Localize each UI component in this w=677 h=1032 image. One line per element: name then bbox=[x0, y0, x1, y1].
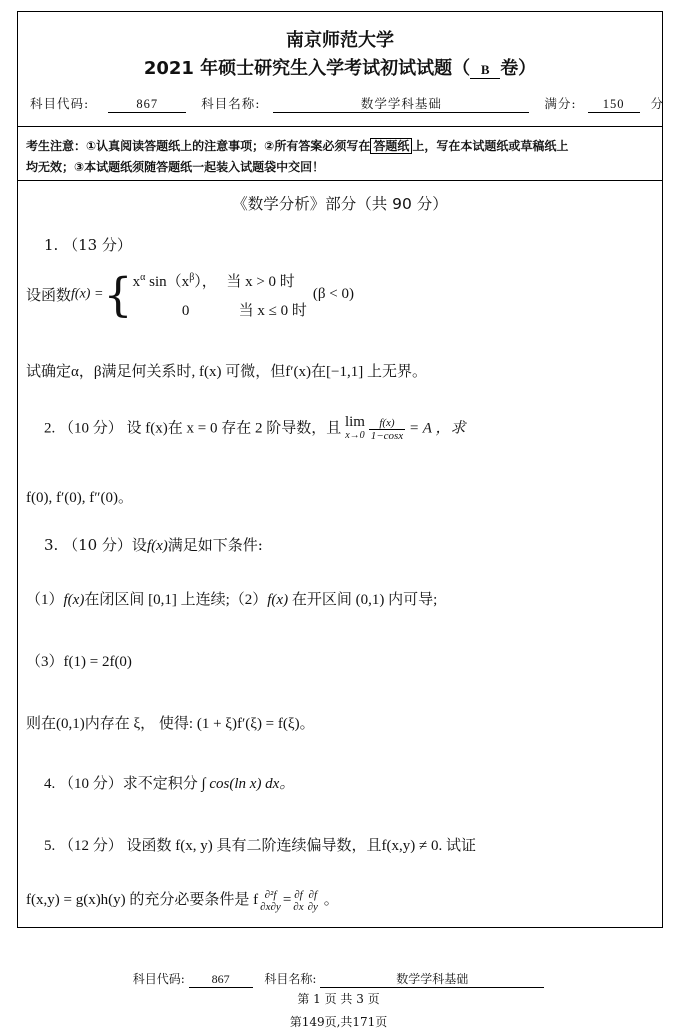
q2-text: 2. （10 分） 设 f(x)在 x = 0 存在 2 阶导数，且 bbox=[44, 420, 342, 437]
section-title: 《数学分析》部分（共 90 分） bbox=[232, 195, 448, 213]
q1-function bbox=[26, 264, 354, 325]
q3-c1: （1） bbox=[26, 592, 64, 608]
q1-row1-cond: 当 x > 0 时 bbox=[226, 274, 295, 290]
q4-line bbox=[44, 772, 294, 793]
title-suffix: 卷） bbox=[500, 58, 537, 79]
q5-d2-den: ∂x∂y bbox=[260, 900, 281, 913]
q3-conditions-1-2 bbox=[26, 588, 437, 609]
paper-code: B bbox=[470, 62, 500, 79]
exam-title bbox=[18, 54, 662, 80]
q5-end: 。 bbox=[323, 892, 339, 908]
footer-overall-page: 第149页,共171页 bbox=[289, 1015, 388, 1029]
q5-frac-d2 bbox=[258, 889, 283, 913]
q2-den: 1−cosx bbox=[370, 429, 404, 442]
q4-integral: ∫ cos(ln x) dx。 bbox=[201, 776, 295, 792]
notice-text-1: 考生注意：①认真阅读答题纸上的注意事项；②所有答案必须写在 bbox=[26, 139, 371, 153]
q1-row2-cond: 当 x ≤ 0 时 bbox=[238, 303, 307, 319]
subject-name: 数学学科基础 bbox=[273, 94, 529, 113]
subject-code-label: 科目代码: bbox=[30, 96, 90, 111]
q1-prefix: 设函数 bbox=[26, 286, 72, 304]
subject-name-label: 科目名称: bbox=[201, 96, 261, 111]
marks-unit: 分 bbox=[650, 96, 665, 111]
q4-text: 4. （10 分）求不定积分 bbox=[44, 776, 198, 792]
footer-subject bbox=[0, 970, 677, 988]
footer-page: 第 1 页 共 3 页 bbox=[297, 992, 380, 1006]
q5-d1-num: ∂f bbox=[294, 888, 303, 901]
q3-head: 3. （10 分）设 bbox=[44, 536, 147, 554]
q3-condition-3: （3）f(1) = 2f(0) bbox=[26, 654, 132, 670]
q2-line1 bbox=[44, 416, 465, 442]
footer-name-label: 科目名称: bbox=[264, 972, 317, 986]
q5-eqsign: = bbox=[282, 892, 292, 908]
q3-fx-2: f(x) bbox=[267, 592, 289, 608]
q5-d2-num: ∂²f bbox=[264, 888, 277, 901]
q5-d1-den: ∂x bbox=[293, 900, 304, 913]
subject-code: 867 bbox=[108, 97, 186, 113]
q3-heading bbox=[44, 534, 263, 555]
q3-fx: f(x) bbox=[146, 538, 168, 554]
q1-task: 试确定α，β满足何关系时, f(x) 可微，但f′(x)在[−1,1] 上无界。 bbox=[26, 364, 427, 380]
divider-notice bbox=[18, 180, 662, 181]
q2-fraction bbox=[369, 417, 405, 442]
q2-eq: = A ，求 bbox=[408, 420, 466, 437]
q5-line2 bbox=[26, 888, 339, 913]
full-marks: 150 bbox=[588, 97, 640, 113]
q5-line1: 5. （12 分） 设函数 f(x, y) 具有二阶连续偏导数，且f(x,y) ≠ 0. 试证 bbox=[44, 838, 476, 854]
q1-heading: 1. （13 分） bbox=[44, 236, 132, 254]
q2-lim-sub: x→0 bbox=[345, 430, 365, 441]
title-prefix: 2021 年硕士研究生入学考试初试试题（ bbox=[143, 58, 471, 79]
q1-brace: { bbox=[103, 267, 133, 322]
q2-line2: f(0), f′(0), f″(0)。 bbox=[26, 490, 133, 506]
subject-meta bbox=[30, 94, 665, 113]
q1-beta-cond: (β < 0) bbox=[312, 286, 354, 302]
footer-code-label: 科目代码: bbox=[132, 972, 185, 986]
answer-sheet-box: 答题纸 bbox=[370, 138, 412, 154]
q5-text2: f(x,y) = g(x)h(y) 的充分必要条件是 f bbox=[26, 892, 259, 908]
exam-notice bbox=[26, 136, 654, 178]
notice-text-3: 均无效；③本试题纸须随答题纸一起装入试题袋中交回！ bbox=[26, 160, 325, 174]
exam-frame bbox=[17, 11, 663, 928]
university-name: 南京师范大学 bbox=[286, 30, 394, 51]
q3-fx-1: f(x) bbox=[63, 592, 85, 608]
q1-row2-expr: 0 bbox=[181, 303, 190, 319]
footer-name: 数学学科基础 bbox=[320, 970, 544, 988]
q5-d3-num: ∂f bbox=[308, 888, 318, 901]
q3-c2-tail: 在开区间 (0,1) 内可导; bbox=[291, 592, 438, 608]
q5-d3-den: ∂y bbox=[307, 900, 318, 913]
q2-num: f(x) bbox=[369, 417, 405, 430]
q1-row1-tail: ）， bbox=[194, 274, 217, 290]
full-marks-label: 满分: bbox=[544, 96, 577, 111]
q1-row1-expr: sin（x bbox=[149, 274, 190, 290]
footer-code: 867 bbox=[189, 972, 253, 988]
q1-cases: $x^\alpha$ $\sin(x^\beta)$， 当 x > 0 时 0 当 x ≤ 0 时 bbox=[133, 264, 307, 325]
q2-lim: lim bbox=[344, 414, 365, 430]
divider-top bbox=[18, 126, 662, 127]
q3-head-tail: 满足如下条件: bbox=[167, 536, 263, 554]
q2-limit bbox=[345, 416, 365, 442]
q5-frac-d1 bbox=[291, 889, 305, 913]
q5-frac-d3 bbox=[306, 889, 320, 913]
notice-text-2: 上，写在本试题纸或草稿纸上 bbox=[412, 139, 569, 153]
q1-fx: f(x) = bbox=[71, 286, 104, 302]
q3-c1-tail: 在闭区间 [0,1] 上连续;（2） bbox=[84, 592, 268, 608]
q3-conclusion: 则在(0,1)内存在 ξ， 使得: (1 + ξ)f′(ξ) = f(ξ)。 bbox=[26, 716, 315, 732]
